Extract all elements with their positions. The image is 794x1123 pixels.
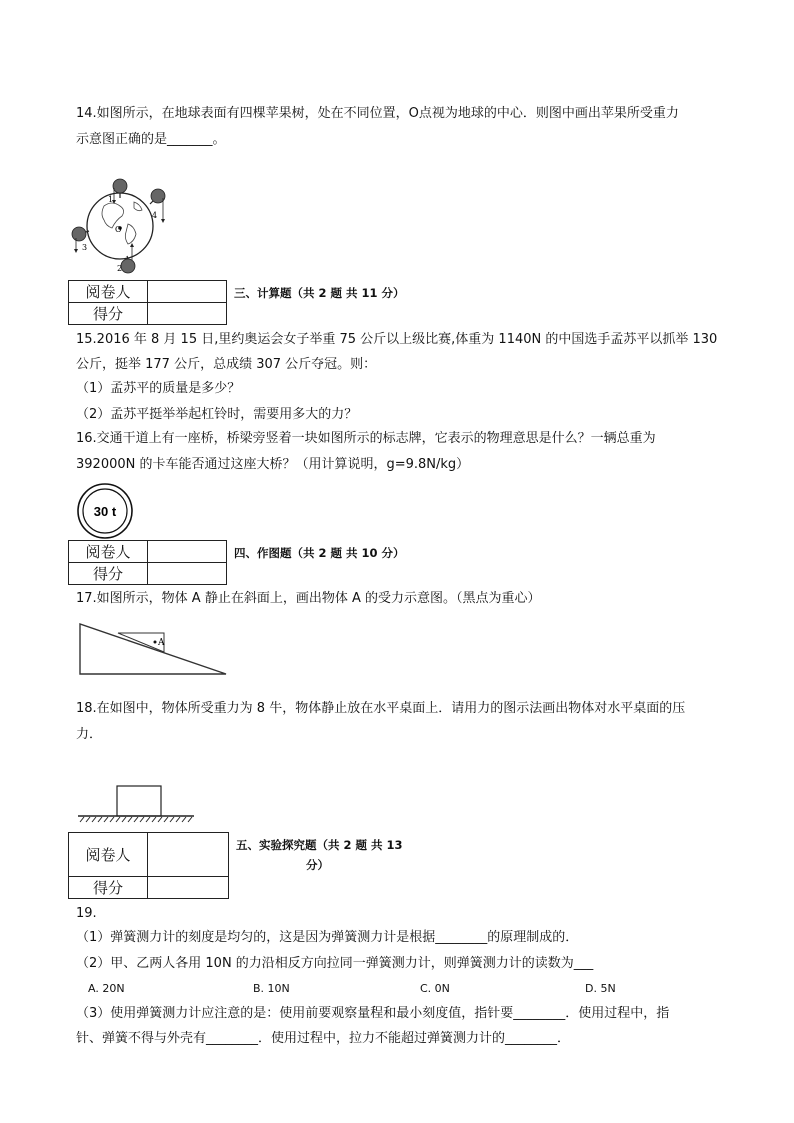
block-a-label: A [158, 638, 165, 648]
score-label: 得分 [69, 877, 148, 899]
q19-number: 19. [76, 906, 97, 921]
score-box [148, 877, 229, 899]
q19-option-d: D. 5N [585, 982, 616, 995]
q14-text-line2: 示意图正确的是_______。 [76, 132, 226, 147]
q16-text-line2: 392000N 的卡车能否通过这座大桥？（用计算说明，g=9.8N/kg） [76, 457, 470, 472]
incline-figure [78, 620, 230, 678]
q16-text-line1: 16.交通干道上有一座桥，桥梁旁竖着一块如图所示的标志牌，它表示的物理意思是什么？一辆总重为 [76, 431, 656, 446]
q14-text-line1: 14.如图所示，在地球表面有四棵苹果树，处在不同位置，O点视为地球的中心．则图中画出苹果所受重力 [76, 106, 679, 121]
reviewer-box [148, 281, 227, 303]
reviewer-label: 阅卷人 [69, 281, 148, 303]
q14-label-o: O [115, 225, 122, 234]
grader-table-section4 [68, 540, 227, 585]
q19-option-b: B. 10N [253, 982, 290, 995]
score-label: 得分 [69, 563, 148, 585]
reviewer-box [148, 833, 229, 877]
q14-label-2: 2 [117, 264, 123, 273]
q19-option-c: C. 0N [420, 982, 450, 995]
score-label: 得分 [69, 303, 148, 325]
q14-label-4: 4 [152, 211, 158, 220]
section-4-title: 四、作图题（共 2 题 共 10 分） [234, 546, 405, 560]
q18-text-line1: 18.在如图中，物体所受重力为 8 牛，物体静止放在水平桌面上．请用力的图示法画出物体对水平桌面的压 [76, 701, 686, 716]
reviewer-label: 阅卷人 [69, 541, 148, 563]
q19-sub3-line2: 针、弹簧不得与外壳有________．使用过程中，拉力不能超过弹簧测力计的________． [76, 1031, 571, 1046]
score-box [148, 563, 227, 585]
reviewer-box [148, 541, 227, 563]
q19-sub1: （1）弹簧测力计的刻度是均匀的，这是因为弹簧测力计是根据________的原理制成的． [76, 930, 579, 945]
q15-text-line2: 公斤，挺举 177 公斤，总成绩 307 公斤夺冠。则： [76, 357, 377, 372]
q14-label-1: 1 [108, 195, 114, 204]
weight-limit-sign [76, 482, 134, 540]
q15-sub2: （2）孟苏平挺举举起杠铃时，需要用多大的力？ [76, 407, 358, 422]
reviewer-label: 阅卷人 [69, 833, 148, 877]
block-on-table-figure [76, 784, 198, 826]
q14-label-3: 3 [82, 243, 88, 252]
q18-text-line2: 力． [76, 727, 103, 742]
q19-sub3-line1: （3）使用弹簧测力计应注意的是：使用前要观察量程和最小刻度值，指针要________．使用过程中，指 [76, 1006, 670, 1021]
q17-text-line1: 17.如图所示，物体 A 静止在斜面上，画出物体 A 的受力示意图。（黑点为重心） [76, 591, 541, 606]
earth-apple-tree-figure [70, 176, 170, 274]
q19-option-a: A. 20N [88, 982, 125, 995]
grader-table-section5 [68, 832, 229, 899]
section-5-title-line1: 五、实验探究题（共 2 题 共 13 [236, 838, 403, 852]
q19-sub2: （2）甲、乙两人各用 10N 的力沿相反方向拉同一弹簧测力计，则弹簧测力计的读数为___ [76, 956, 594, 971]
q15-sub1: （1）孟苏平的质量是多少？ [76, 381, 241, 396]
score-box [148, 303, 227, 325]
sign-text: 30 t [93, 504, 117, 519]
section-5-title-line2: 分） [306, 858, 329, 872]
grader-table-section3 [68, 280, 227, 325]
section-3-title: 三、计算题（共 2 题 共 11 分） [234, 286, 405, 300]
q15-text-line1: 15.2016 年 8 月 15 日,里约奥运会女子举重 75 公斤以上级比赛,体重为 1140N 的中国选手孟苏平以抓举 130 [76, 332, 718, 347]
